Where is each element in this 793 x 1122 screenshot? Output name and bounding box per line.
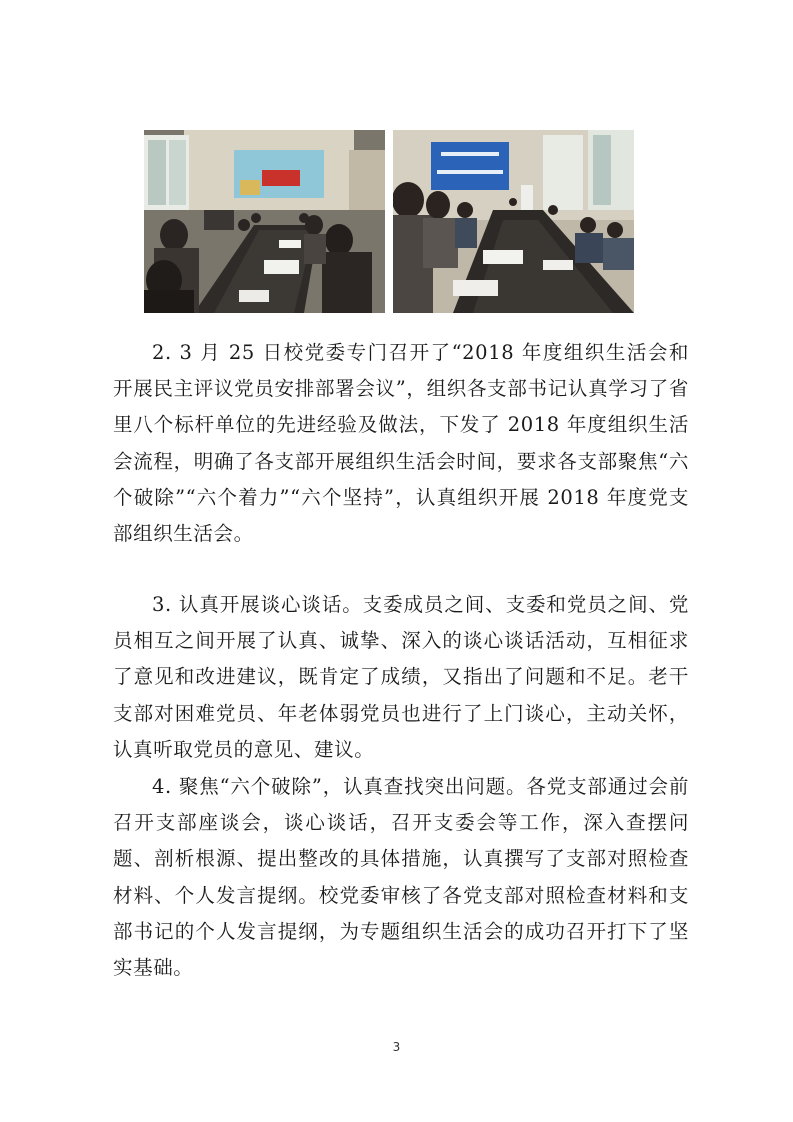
page-number: 3 <box>392 1040 401 1054</box>
meeting-photo-right-image <box>393 130 634 313</box>
meeting-photo-left-image <box>144 130 385 313</box>
paragraph-item-4: 4. 聚焦“六个破除”，认真查找突出问题。各党支部通过会前召开支部座谈会，谈心谈话，召开支委会等工作，深入查摆问题、剖析根源、提出整改的具体措施，认真撰写了支部对照检查材料、个人发言提纲。校党委审核了各党支部对照检查材料和支部书记的个人发言提纲，为专题组织生活会的成功召开打下了坚实基础。 <box>113 775 689 980</box>
paragraph-item-3: 3. 认真开展谈心谈话。支委成员之间、支委和党员之间、党员相互之间开展了认真、诚挚、深入的谈心谈话活动，互相征求了意见和改进建议，既肯定了成绩，又指出了问题和不足。老干支部对困难党员、年老体弱党员也进行了上门谈心，主动关怀，认真听取党员的意见、建议。 <box>113 593 689 761</box>
meeting-photo-right <box>393 130 634 313</box>
meeting-photo-left <box>144 130 385 313</box>
paragraph-item-2: 2. 3 月 25 日校党委专门召开了“2018 年度组织生活会和开展民主评议党员安排部署会议”，组织各支部书记认真学习了省里八个标杆单位的先进经验及做法，下发了 2018 年度组织生活会流程，明确了各支部开展组织生活会时间，要求各支部聚焦“六个破除”“六个着力”“六个坚持”，认真组织开展 2018 年度党支部组织生活会。 <box>113 341 689 546</box>
